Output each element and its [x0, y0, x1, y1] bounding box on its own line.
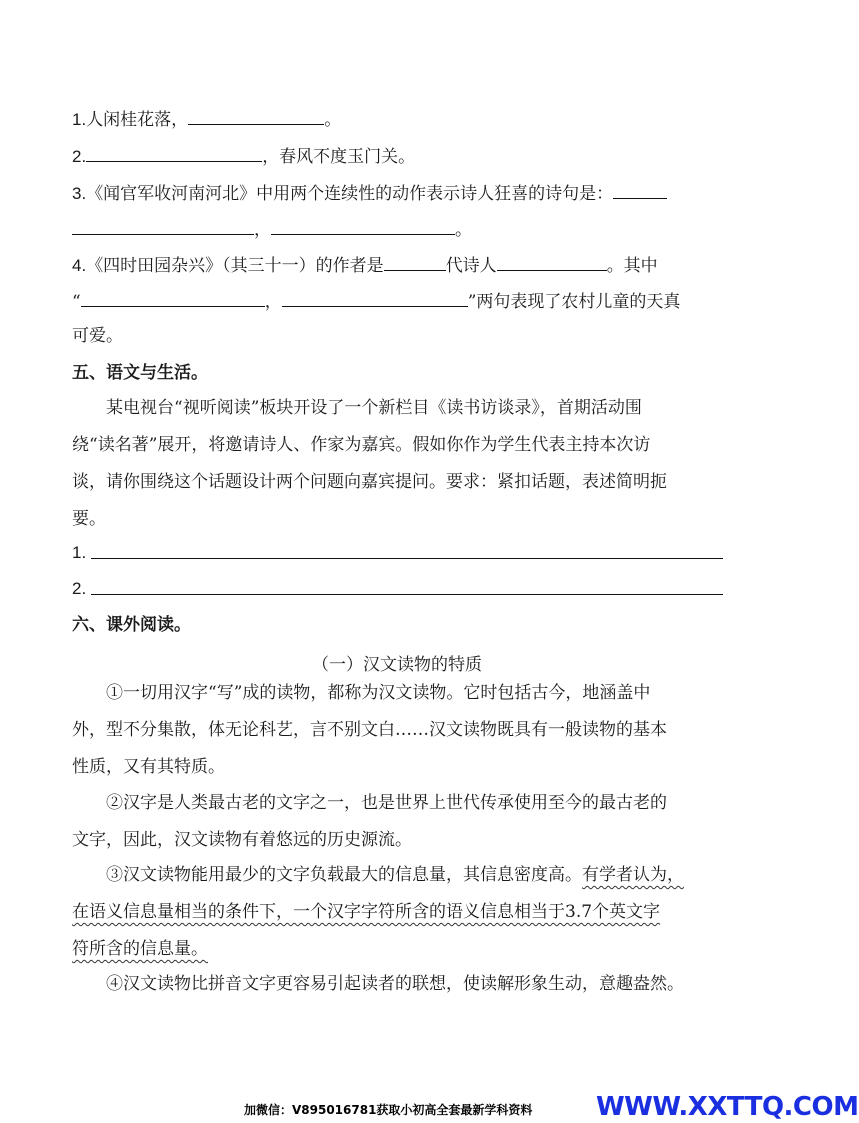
question-4-text-b: 代诗人	[445, 256, 497, 276]
question-4-blank-poet[interactable]	[497, 254, 607, 271]
paragraph-2	[72, 785, 724, 859]
paragraph-4-line: ④汉文读物比拼音文字更容易引起读者的联想，使读解形象生动，意趣盎然。	[106, 974, 684, 994]
question-4-end	[72, 325, 123, 347]
answer-1-line[interactable]	[91, 558, 723, 559]
paragraph-1-line: 性质，又有其特质。	[72, 757, 225, 777]
footer-logo[interactable]: WWW.XXTTQ.COM	[596, 1092, 859, 1122]
paragraph-3-wavy-underline: 在语义信息量相当的条件下，一个汉字字符所含的语义信息相当于3.7个英文字	[72, 902, 661, 922]
answer-2-line[interactable]	[91, 594, 723, 595]
article-title: （一）汉文读物的特质	[312, 655, 482, 675]
question-4-number: 4.	[72, 256, 87, 275]
question-1-blank[interactable]	[188, 108, 324, 125]
paragraph-3-plain: ③汉文读物能用最少的文字负载最大的信息量，其信息密度高。	[106, 865, 582, 885]
question-4-text-c: 。其中	[606, 256, 658, 276]
question-3-sep: ，	[254, 220, 271, 240]
question-3-text: 《闻官军收河南河北》中用两个连续性的动作表示诗人狂喜的诗句是：	[86, 184, 614, 204]
answer-2	[72, 578, 86, 600]
section-6-heading: 六、课外阅读。	[72, 615, 191, 635]
question-4-cont	[72, 290, 680, 313]
question-4-sep: ，	[264, 292, 282, 312]
section-5-prompt	[72, 390, 724, 538]
question-4-blank-line-a[interactable]	[81, 290, 265, 307]
paragraph-4	[72, 966, 724, 1003]
paragraph-3-line	[72, 894, 724, 931]
question-3	[72, 182, 667, 205]
question-1-text: 人闲桂花落，	[86, 110, 189, 130]
section-5-line: 要。	[72, 509, 106, 529]
paragraph-3-line	[72, 857, 724, 894]
section-5-heading: 五、语文与生活。	[72, 363, 208, 383]
paragraph-3-wavy-underline: 有学者认为，	[582, 865, 684, 885]
section-5-line: 绕“读名著”展开，将邀请诗人、作家为嘉宾。假如你作为学生代表主持本次访	[72, 435, 651, 455]
question-4-text-a: 《四时田园杂兴》（其三十一）的作者是	[86, 256, 384, 276]
section-5-line: 某电视台“视听阅读”板块开设了一个新栏目《读书访谈录》，首期活动围	[106, 398, 642, 418]
question-4-text-e: 可爱。	[72, 326, 123, 346]
footer-promo: 加微信：V895016781获取小初高全套最新学科资料	[244, 1103, 533, 1117]
question-2-blank[interactable]	[86, 145, 262, 162]
question-3-number: 3.	[72, 184, 87, 203]
paragraph-2-line: ②汉字是人类最古老的文字之一，也是世界上世代传承使用至今的最古老的	[106, 793, 667, 813]
question-3-blank-c[interactable]	[271, 218, 455, 235]
question-4	[72, 254, 658, 277]
question-1	[72, 108, 341, 131]
question-1-end: 。	[324, 110, 342, 130]
question-2	[72, 145, 415, 168]
question-3-end: 。	[455, 220, 472, 240]
question-3-blank-b[interactable]	[72, 218, 254, 235]
paragraph-2-line: 文字，因此，汉文读物有着悠远的历史源流。	[72, 830, 412, 850]
answer-2-number: 2.	[72, 579, 87, 598]
answer-1-number: 1.	[72, 543, 87, 562]
question-4-blank-dynasty[interactable]	[384, 254, 446, 271]
question-4-text-d: ”两句表现了农村儿童的天真	[467, 292, 681, 312]
paragraph-3-wavy-underline: 符所含的信息量。	[72, 939, 208, 959]
paragraph-1	[72, 675, 724, 786]
question-1-number: 1.	[72, 110, 87, 129]
question-2-number: 2.	[72, 147, 87, 166]
paragraph-1-line: ①一切用汉字“写”成的读物，都称为汉文读物。它时包括古今，地涵盖中	[106, 683, 651, 703]
paragraph-3-line	[72, 931, 724, 968]
paragraph-1-line: 外，型不分集散，体无论科艺，言不别文白……汉文读物既具有一般读物的基本	[72, 720, 667, 740]
answer-1	[72, 542, 86, 564]
section-5-line: 谈，请你围绕这个话题设计两个问题向嘉宾提问。要求：紧扣话题，表述简明扼	[72, 472, 667, 492]
question-4-open-quote: “	[72, 292, 81, 312]
question-4-blank-line-b[interactable]	[282, 290, 468, 307]
question-2-text: ，春风不度玉门关。	[262, 147, 416, 167]
question-3-blank-a[interactable]	[613, 182, 667, 199]
question-3-cont	[72, 218, 472, 241]
paragraph-3	[72, 857, 724, 968]
